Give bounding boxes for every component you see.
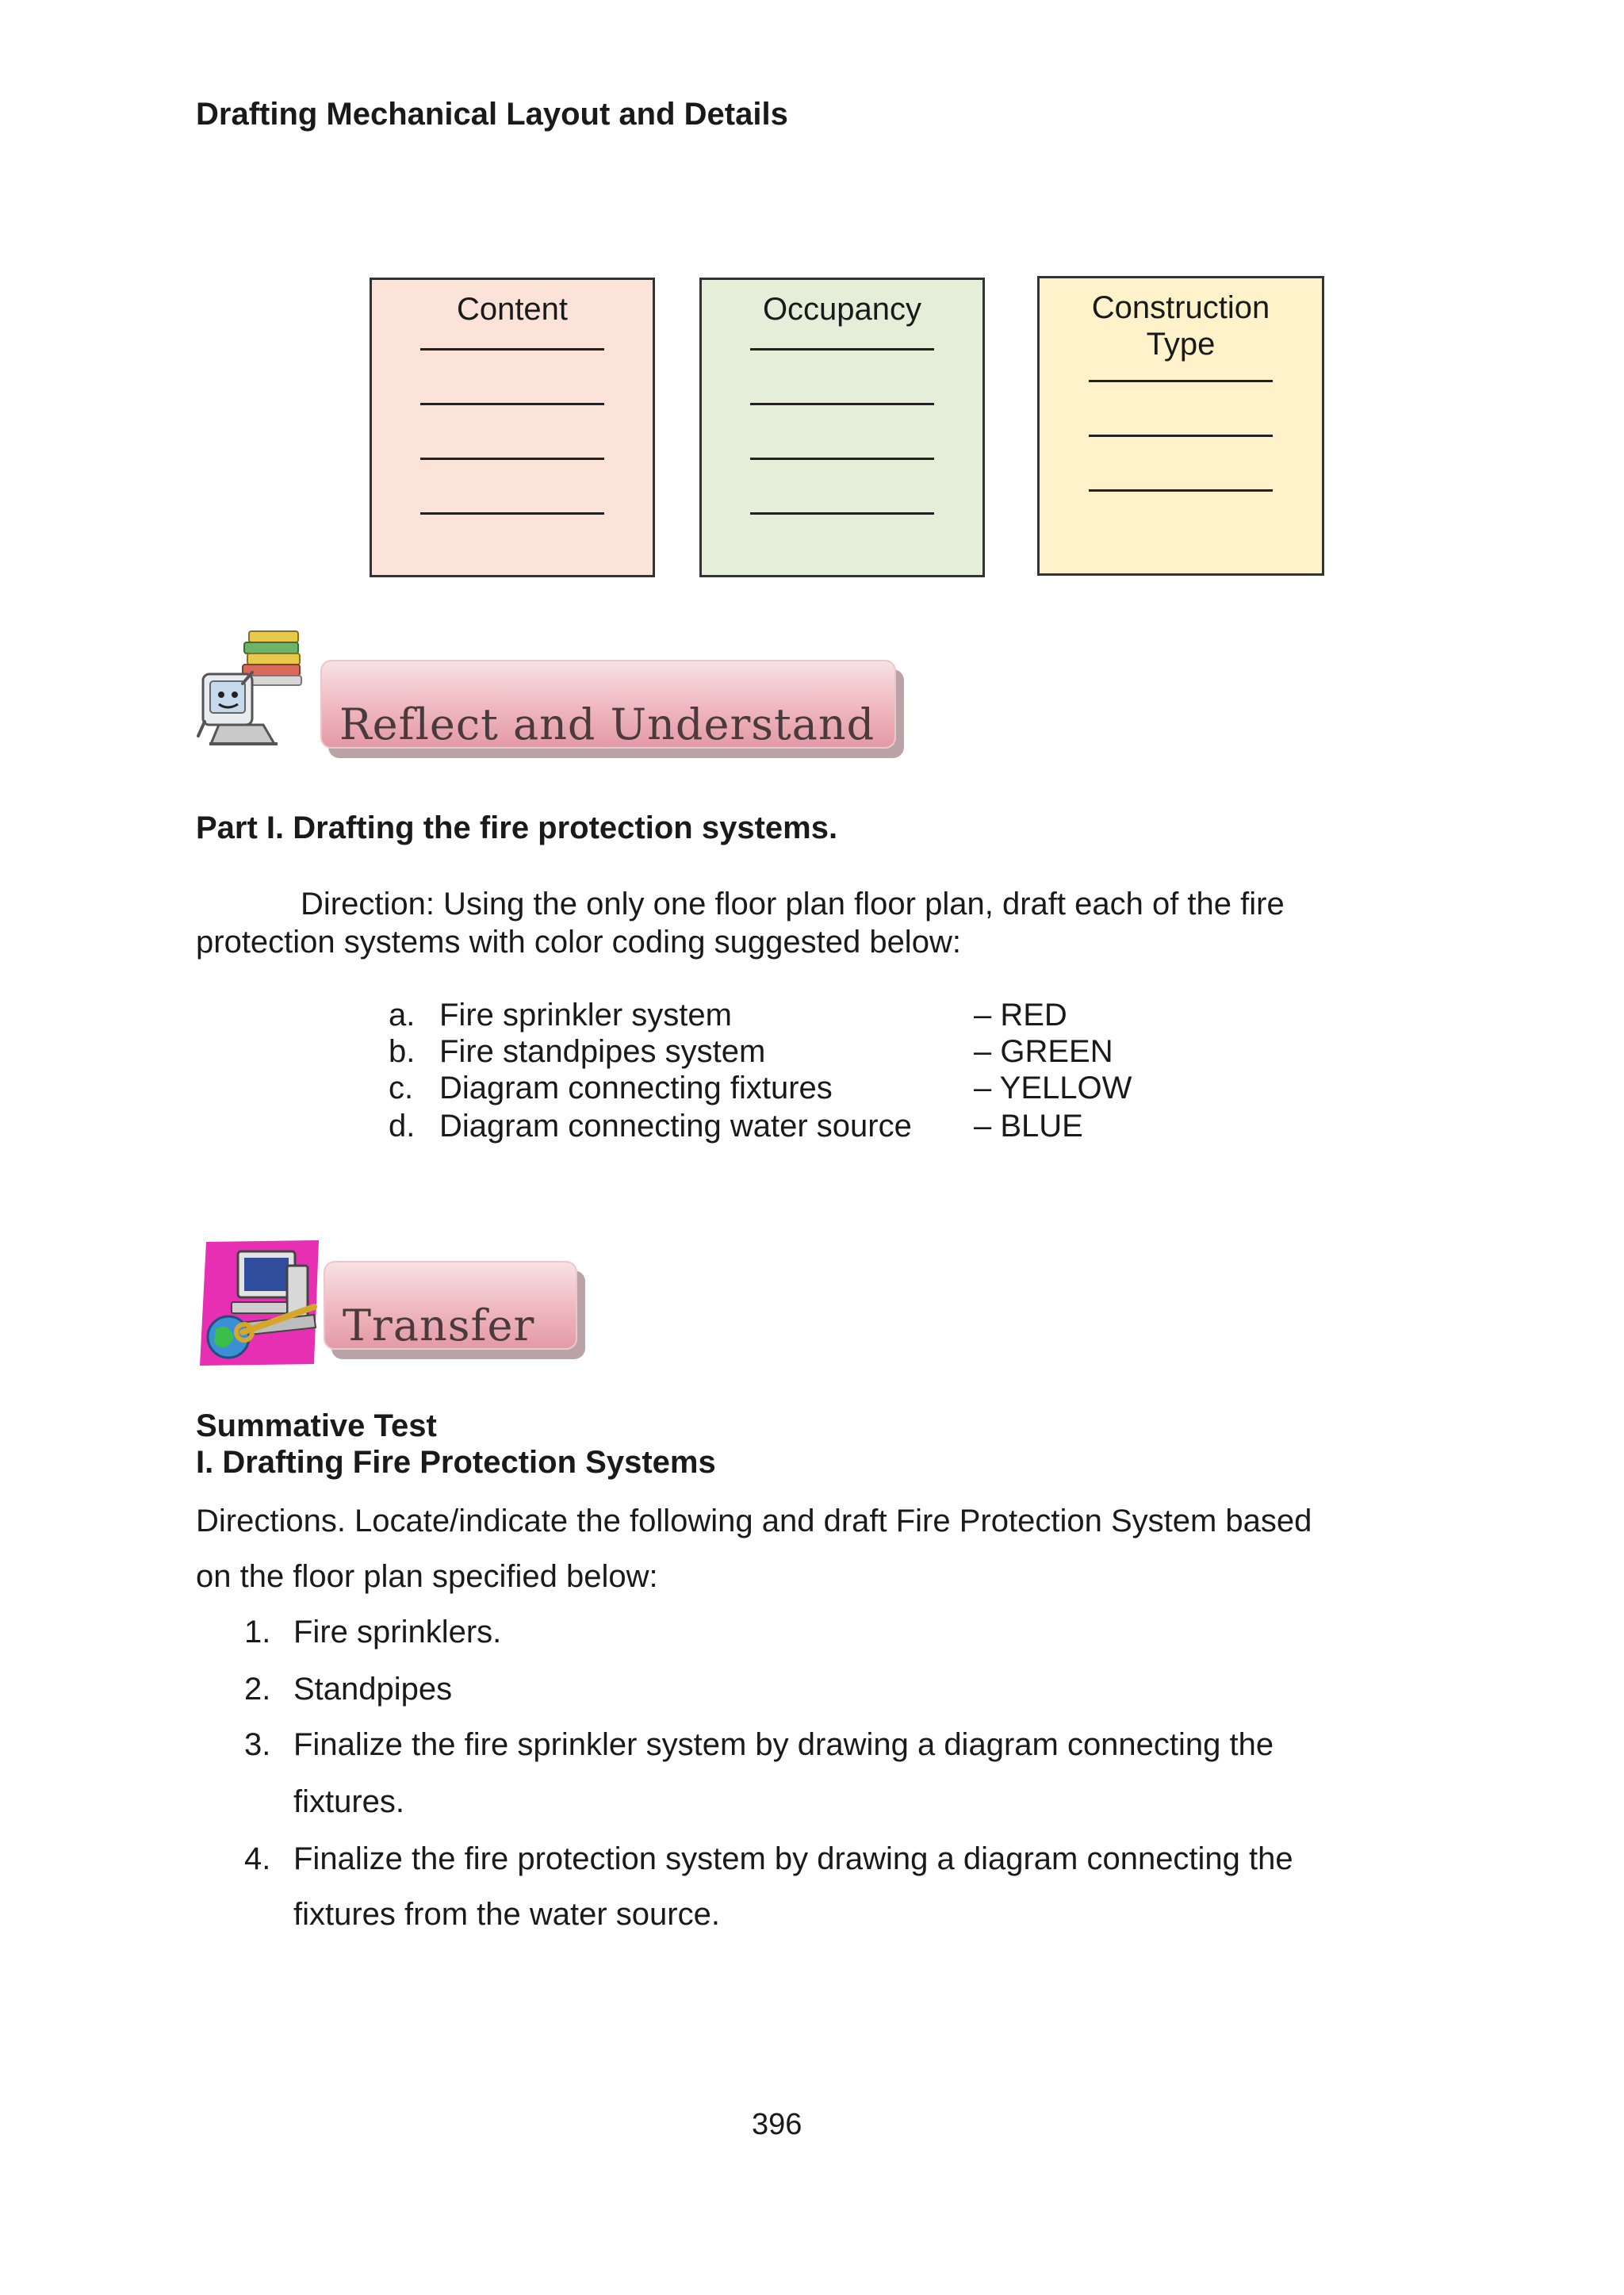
list-marker: d.	[389, 1109, 416, 1144]
summative-directions: Directions. Locate/indicate the following and draft Fire Protection System based	[196, 1504, 1312, 1538]
summative-subtitle: I. Drafting Fire Protection Systems	[196, 1445, 716, 1480]
list-marker: c.	[389, 1071, 414, 1105]
occupancy-box-title: Occupancy	[762, 292, 922, 327]
reflect-banner-label: Reflect and Understand	[339, 699, 875, 749]
document-header: Drafting Mechanical Layout and Details	[196, 97, 788, 132]
content-blank-line[interactable]	[420, 512, 604, 515]
list-item	[244, 1670, 453, 1708]
list-item	[389, 1109, 1083, 1144]
list-item	[244, 1726, 1274, 1764]
content-blank-line[interactable]	[420, 403, 604, 405]
content-box-title: Content	[456, 292, 569, 327]
part1-heading: Part I. Drafting the fire protection systems.	[196, 810, 838, 845]
list-text: Standpipes	[293, 1672, 453, 1707]
content-box	[370, 278, 655, 577]
list-text: Fire sprinklers.	[293, 1615, 502, 1649]
list-marker: 1.	[244, 1615, 271, 1649]
construction-type-blank-line[interactable]	[1089, 380, 1273, 382]
list-item	[389, 998, 1067, 1033]
list-marker: 3.	[244, 1727, 271, 1762]
color-label: – RED	[974, 998, 1067, 1033]
occupancy-blank-line[interactable]	[750, 512, 934, 515]
books-computer-mascot-icon	[195, 626, 322, 757]
page-number: 396	[752, 2108, 802, 2141]
transfer-banner	[324, 1261, 577, 1350]
list-text: Fire sprinkler system	[439, 998, 732, 1033]
list-text-continuation: fixtures from the water source.	[293, 1897, 720, 1932]
transfer-banner-label: Transfer	[343, 1301, 535, 1350]
list-item	[244, 1840, 1293, 1878]
occupancy-box	[699, 278, 985, 577]
color-label: – BLUE	[974, 1109, 1083, 1144]
list-marker: 4.	[244, 1841, 271, 1876]
list-item	[389, 1071, 1132, 1106]
color-label: – GREEN	[974, 1034, 1113, 1069]
construction-type-box-title: Construction Type	[1091, 290, 1270, 362]
occupancy-blank-line[interactable]	[750, 403, 934, 405]
summative-title: Summative Test	[196, 1408, 437, 1443]
list-text: Fire standpipes system	[439, 1034, 766, 1069]
content-blank-line[interactable]	[420, 458, 604, 460]
content-blank-line[interactable]	[420, 348, 604, 351]
list-text: Diagram connecting fixtures	[439, 1071, 833, 1105]
construction-type-blank-line[interactable]	[1089, 435, 1273, 437]
part1-direction: Direction: Using the only one floor plan floor plan, draft each of the fire protection systems with color coding suggested below:	[196, 887, 1285, 960]
occupancy-blank-line[interactable]	[750, 458, 934, 460]
list-text: Finalize the fire protection system by drawing a diagram connecting the	[293, 1841, 1293, 1876]
list-text: Diagram connecting water source	[439, 1109, 912, 1144]
color-label: – YELLOW	[974, 1071, 1132, 1105]
computer-globe-key-icon	[195, 1239, 322, 1367]
list-text: Finalize the fire sprinkler system by drawing a diagram connecting the	[293, 1727, 1274, 1762]
list-item	[244, 1613, 502, 1651]
list-marker: b.	[389, 1034, 416, 1069]
list-text-continuation: fixtures.	[293, 1784, 405, 1819]
list-marker: a.	[389, 998, 416, 1033]
occupancy-blank-line[interactable]	[750, 348, 934, 351]
list-marker: 2.	[244, 1672, 271, 1707]
list-item	[389, 1034, 1113, 1070]
summative-directions: on the floor plan specified below:	[196, 1559, 658, 1594]
reflect-and-understand-banner	[320, 660, 896, 749]
construction-type-box	[1037, 276, 1324, 576]
construction-type-blank-line[interactable]	[1089, 489, 1273, 492]
